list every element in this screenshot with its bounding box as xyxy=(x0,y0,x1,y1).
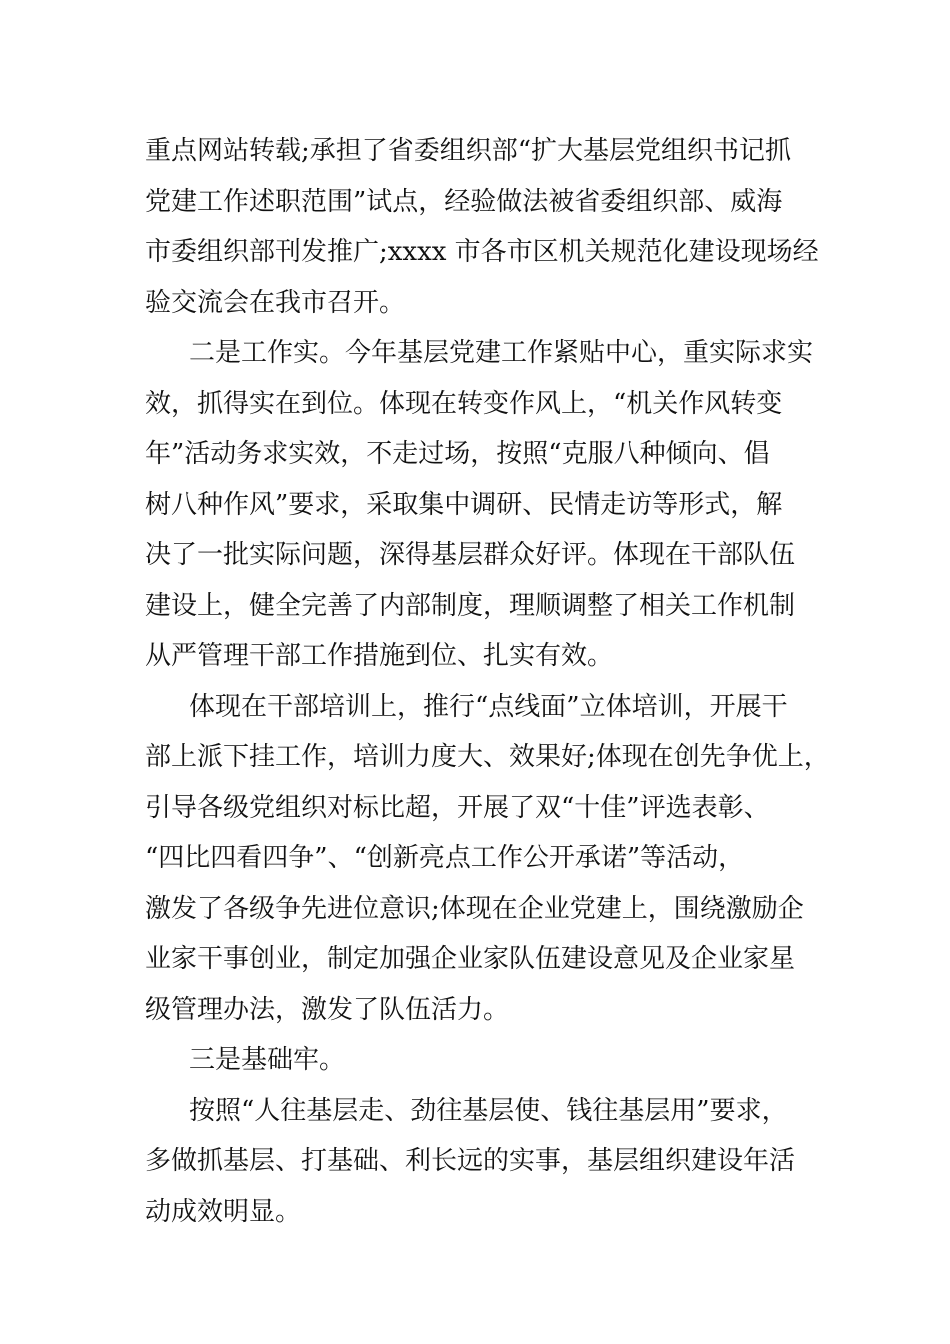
paragraph-line: 决了一批实际问题，深得基层群众好评。体现在干部队伍 xyxy=(145,540,796,570)
paragraph-line: 多做抓基层、打基础、利长远的实事，基层组织建设年活 xyxy=(145,1146,796,1176)
paragraph-line: 验交流会在我市召开。 xyxy=(145,287,406,318)
paragraph-line: 年”活动务求实效，不走过场，按照“克服八种倾向、倡 xyxy=(145,439,770,469)
document-body xyxy=(145,126,830,1237)
paragraph-line: 体现在干部培训上，推行“点线面”立体培训，开展干 xyxy=(189,691,788,722)
paragraph-line: 市委组织部刊发推广;xxxx 市各市区机关规范化建设现场经 xyxy=(145,237,819,267)
paragraph-line: 建设上，健全完善了内部制度，理顺调整了相关工作机制 xyxy=(145,590,796,621)
paragraph-line: 业家干事创业，制定加强企业家队伍建设意见及企业家星 xyxy=(145,944,796,974)
paragraph-line: 激发了各级争先进位意识;体现在企业党建上，围绕激励企 xyxy=(145,893,804,924)
paragraph-line: 三是基础牢。 xyxy=(189,1045,346,1075)
paragraph-line: 效，抓得实在到位。体现在转变作风上，“机关作风转变 xyxy=(145,388,783,419)
paragraph-line: 二是工作实。今年基层党建工作紧贴中心，重实际求实 xyxy=(189,338,814,368)
paragraph-line: “四比四看四争”、“创新亮点工作公开承诺”等活动， xyxy=(145,843,745,873)
paragraph-line: 级管理办法，激发了队伍活力。 xyxy=(145,994,510,1025)
paragraph-line: 党建工作述职范围”试点，经验做法被省委组织部、威海 xyxy=(145,186,783,217)
paragraph-line: 树八种作风”要求，采取集中调研、民情走访等形式，解 xyxy=(145,489,783,520)
paragraph-line: 部上派下挂工作，培训力度大、效果好;体现在创先争优上， xyxy=(145,742,830,772)
paragraph-line: 动成效明显。 xyxy=(145,1196,302,1227)
paragraph-line: 按照“人往基层走、劲往基层使、钱往基层用”要求， xyxy=(189,1095,788,1126)
paragraph-line: 重点网站转载;承担了省委组织部“扩大基层党组织书记抓 xyxy=(145,136,792,166)
paragraph-line: 引导各级党组织对标比超，开展了双“十佳”评选表彰、 xyxy=(145,792,770,823)
paragraph-line: 从严管理干部工作措施到位、扎实有效。 xyxy=(145,641,614,671)
